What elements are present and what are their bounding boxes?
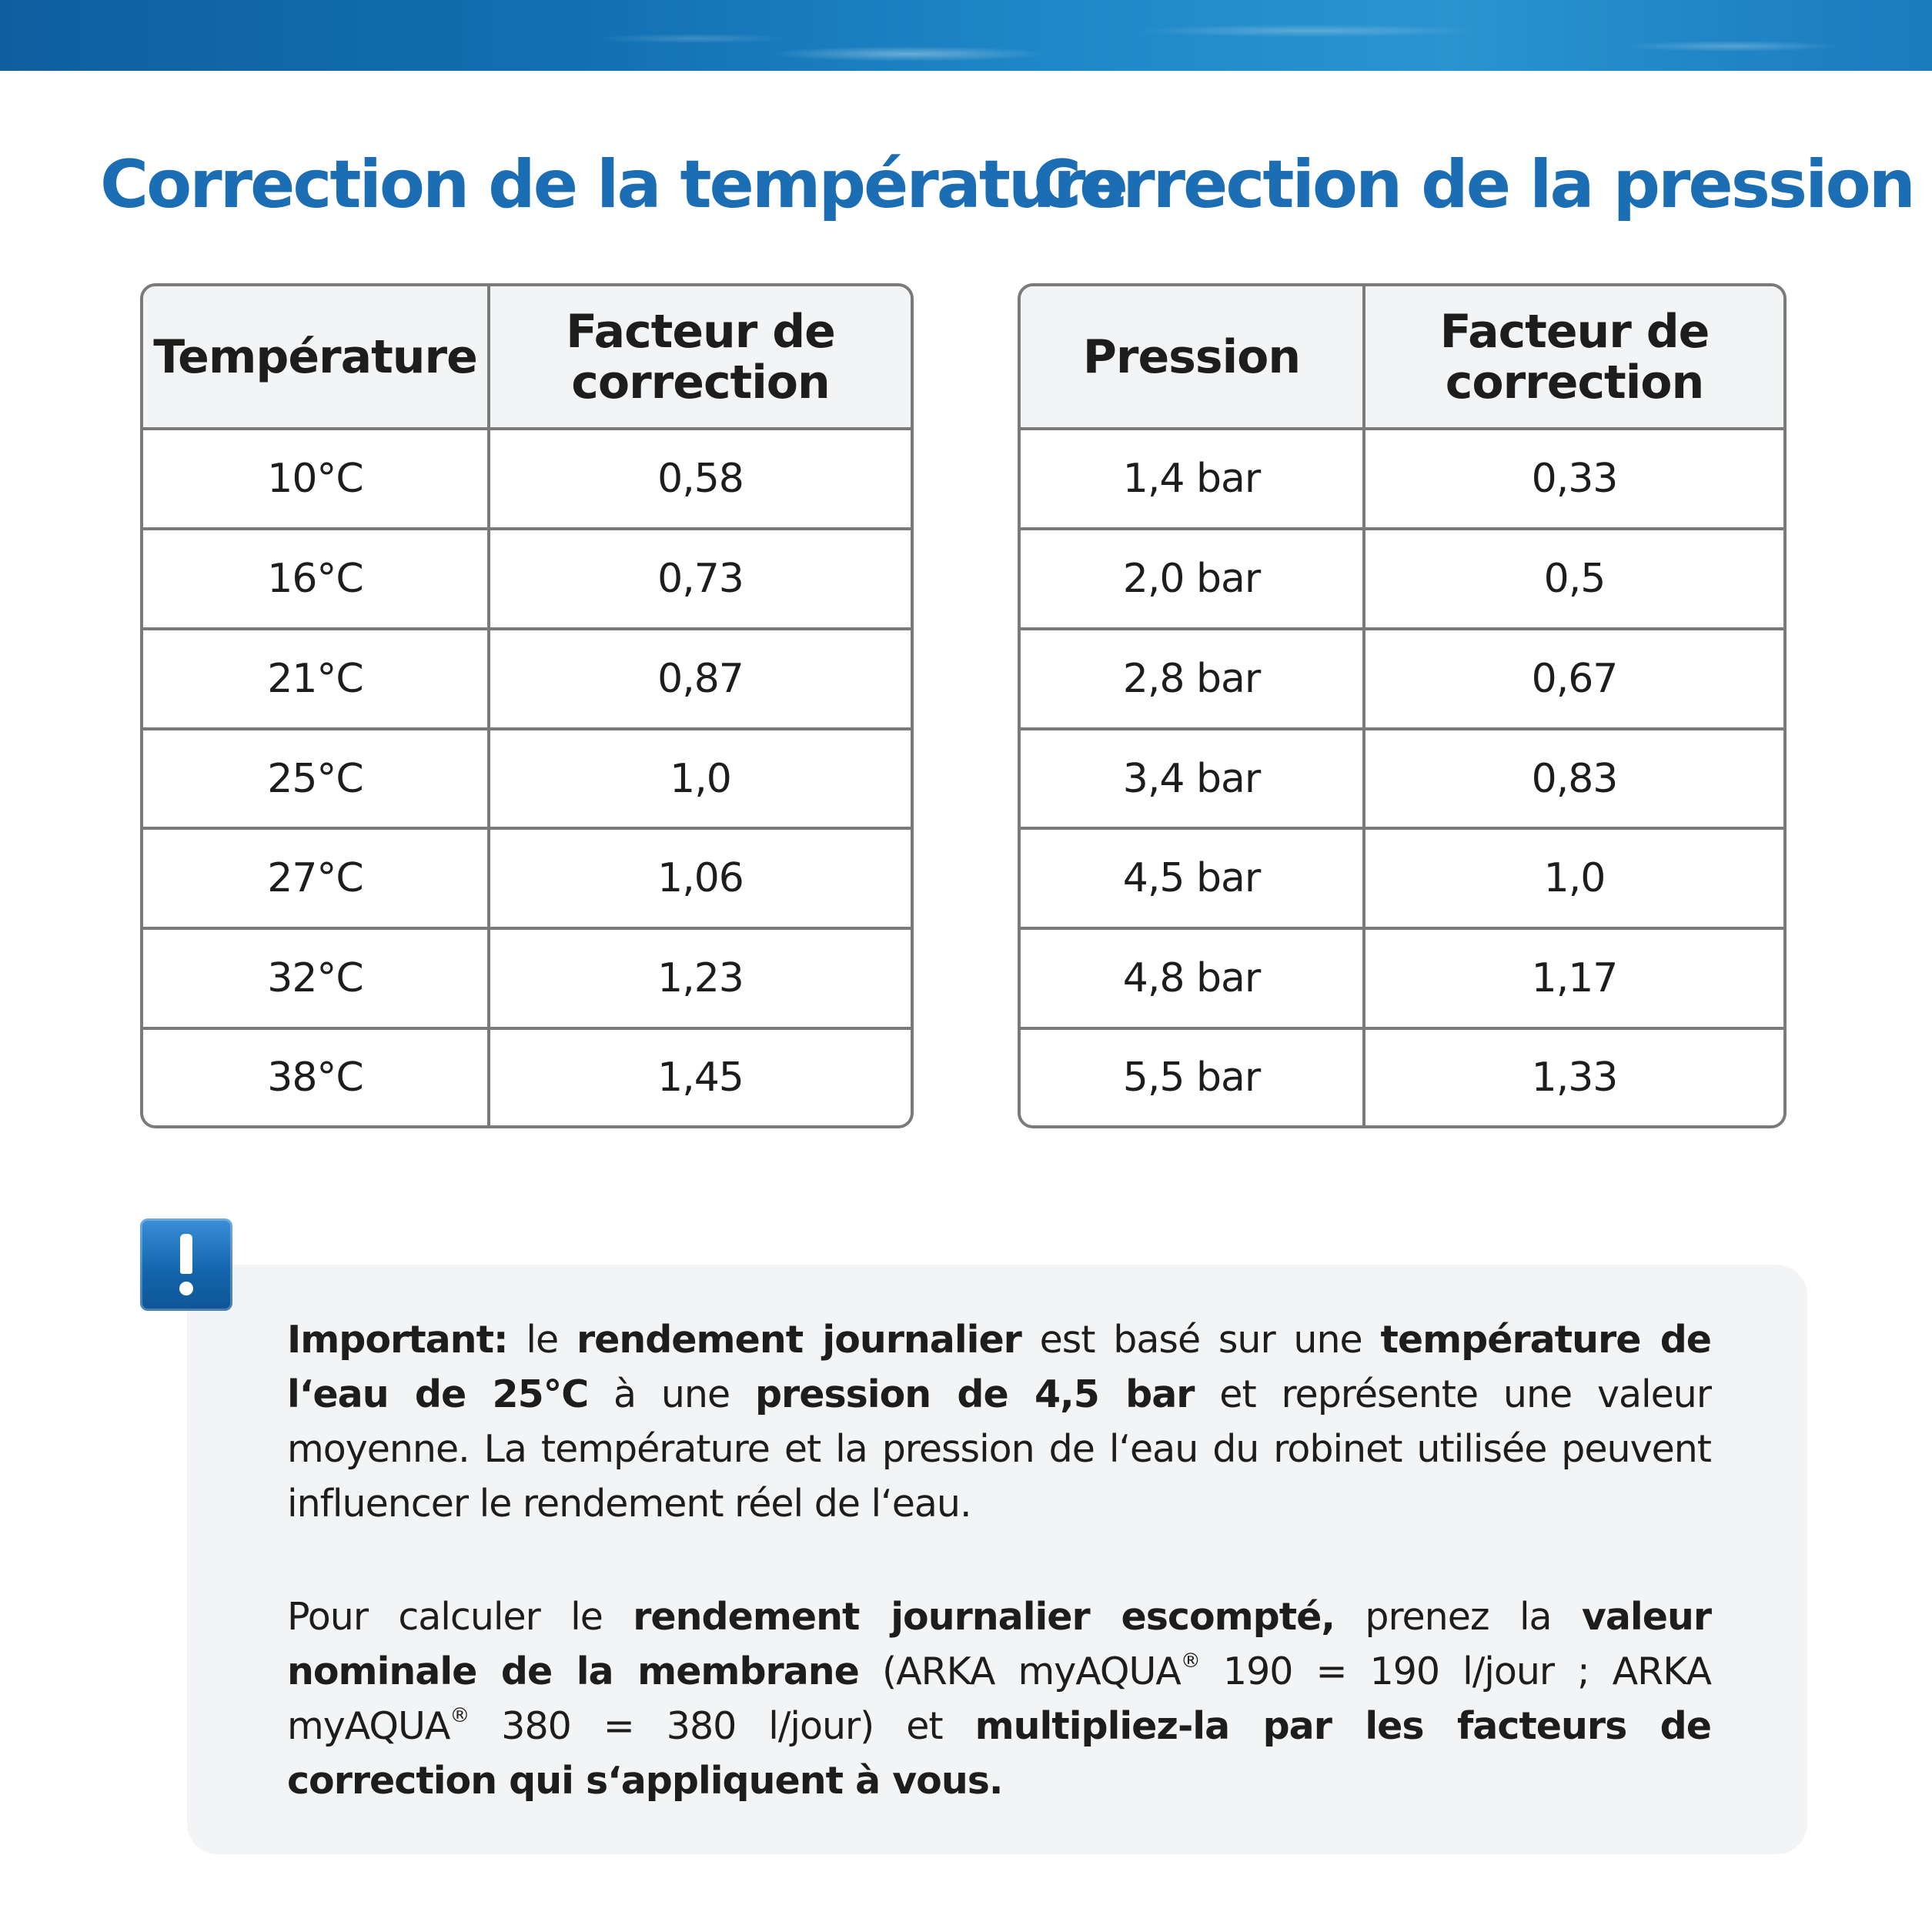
table-row xyxy=(1021,928,1783,1028)
table-row xyxy=(143,729,911,829)
pressure-cell: 3,4 bar xyxy=(1021,729,1364,829)
factor-cell: 1,23 xyxy=(489,928,911,1028)
registered-mark: ® xyxy=(1180,1650,1200,1673)
note-bold-fragment: pression de 4,5 bar xyxy=(754,1372,1195,1416)
temperature-cell: 38°C xyxy=(143,1028,489,1125)
pressure-cell: 1,4 bar xyxy=(1021,429,1364,529)
note-bold-fragment: rendement journalier escompté, xyxy=(633,1595,1335,1639)
table-header-row xyxy=(143,286,911,429)
factor-cell: 0,33 xyxy=(1364,429,1783,529)
note-paragraph-2 xyxy=(287,1589,1711,1808)
temperature-correction-title: Correction de la température xyxy=(100,146,1126,223)
pressure-correction-title: Correction de la pression xyxy=(1033,146,1914,223)
factor-cell: 0,83 xyxy=(1364,729,1783,829)
table-row xyxy=(1021,429,1783,529)
table-row xyxy=(1021,1028,1783,1125)
header-temperature: Température xyxy=(143,286,489,429)
exclamation-icon xyxy=(140,1218,232,1311)
pressure-cell: 4,5 bar xyxy=(1021,828,1364,928)
temperature-cell: 32°C xyxy=(143,928,489,1028)
table-row xyxy=(1021,828,1783,928)
exclamation-bar xyxy=(180,1234,192,1274)
note-text-fragment: à une xyxy=(588,1372,755,1416)
note-text-fragment: Pour calculer le xyxy=(287,1595,633,1639)
table-row xyxy=(143,529,911,629)
table-header-row xyxy=(1021,286,1783,429)
table-row xyxy=(143,1028,911,1125)
header-pressure: Pression xyxy=(1021,286,1364,429)
factor-cell: 1,17 xyxy=(1364,928,1783,1028)
pressure-cell: 4,8 bar xyxy=(1021,928,1364,1028)
temperature-cell: 21°C xyxy=(143,629,489,729)
pressure-correction-table xyxy=(1018,283,1787,1128)
factor-cell: 0,5 xyxy=(1364,529,1783,629)
note-bold-fragment: valeur nominale de la membrane xyxy=(287,1595,1712,1693)
header-correction-factor xyxy=(489,286,911,429)
header-line-1: Facteur de xyxy=(566,304,835,359)
header-line-2: correction xyxy=(1445,355,1704,409)
pressure-cell: 2,8 bar xyxy=(1021,629,1364,729)
factor-cell: 1,06 xyxy=(489,828,911,928)
note-text-fragment: 380 = 380 l/jour) et xyxy=(469,1704,975,1748)
temperature-cell: 16°C xyxy=(143,529,489,629)
exclamation-dot xyxy=(179,1282,193,1295)
table-row xyxy=(1021,529,1783,629)
factor-cell: 0,73 xyxy=(489,529,911,629)
water-banner-image xyxy=(0,0,1932,71)
registered-mark: ® xyxy=(450,1704,470,1727)
temperature-cell: 10°C xyxy=(143,429,489,529)
table-row xyxy=(1021,629,1783,729)
note-bold-fragment: multipliez-la par les facteurs de correction qui s‘appliquent à vous. xyxy=(287,1704,1711,1803)
table-row xyxy=(143,629,911,729)
note-bold-fragment: température de l‘eau de 25°C xyxy=(287,1318,1712,1416)
temperature-cell: 27°C xyxy=(143,828,489,928)
factor-cell: 0,58 xyxy=(489,429,911,529)
temperature-cell: 25°C xyxy=(143,729,489,829)
table-row xyxy=(1021,729,1783,829)
table-row xyxy=(143,429,911,529)
header-line-1: Facteur de xyxy=(1439,304,1710,359)
header-line-2: correction xyxy=(571,355,830,409)
note-text-fragment: est basé sur une xyxy=(1021,1318,1381,1362)
note-text-fragment: 190 = 190 l/jour ; ARKA myAQUA xyxy=(287,1650,1712,1748)
factor-cell: 1,45 xyxy=(657,1055,744,1101)
note-text-fragment: prenez la xyxy=(1335,1595,1582,1639)
table-row xyxy=(143,828,911,928)
temperature-correction-table xyxy=(140,283,914,1128)
factor-cell: 1,33 xyxy=(1531,1055,1618,1101)
header-correction-factor xyxy=(1364,286,1783,429)
pressure-cell: 5,5 bar xyxy=(1021,1028,1364,1125)
important-note-box xyxy=(187,1265,1807,1854)
factor-cell: 0,67 xyxy=(1364,629,1783,729)
factor-cell: 0,87 xyxy=(489,629,911,729)
note-text-fragment: et représente une valeur moyenne. La température et la pression de l‘eau du robinet utilisée peuvent influencer le rendement réel de l‘eau. xyxy=(287,1372,1712,1526)
factor-cell: 1,0 xyxy=(1364,828,1783,928)
note-text-fragment: (ARKA myAQUA xyxy=(858,1650,1181,1693)
table-row xyxy=(143,928,911,1028)
pressure-cell: 2,0 bar xyxy=(1021,529,1364,629)
note-paragraph-1 xyxy=(287,1312,1711,1531)
important-label: Important: xyxy=(287,1318,508,1362)
note-bold-fragment: rendement journalier xyxy=(576,1318,1021,1362)
factor-cell: 1,0 xyxy=(489,729,911,829)
note-text-fragment: le xyxy=(507,1318,577,1362)
